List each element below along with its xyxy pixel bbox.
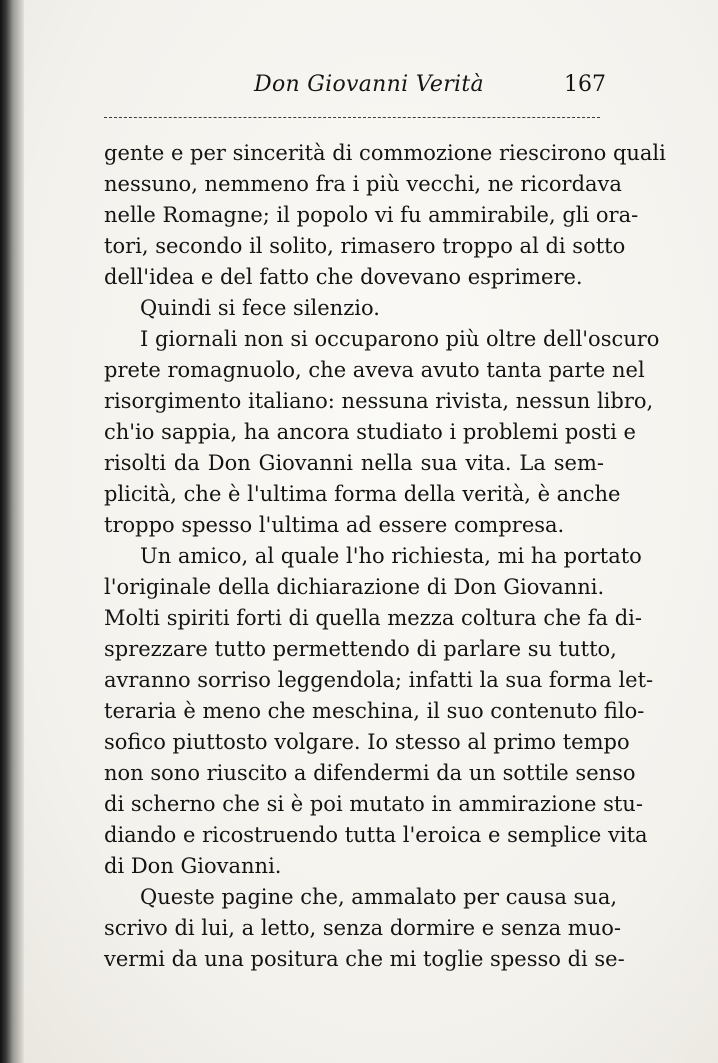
text-line: sofico piuttosto volgare. Io stesso al primo tempo <box>104 730 630 754</box>
text-line: non sono riuscito a difendermi da un sottile senso <box>104 761 636 785</box>
text-line: nelle Romagne; il popolo vi fu ammirabile, gli ora- <box>104 203 639 227</box>
body-text <box>104 138 666 975</box>
text-line: troppo spesso l'ultima ad essere compresa. <box>104 513 565 537</box>
text-line: vermi da una positura che mi toglie spesso di se- <box>104 947 625 971</box>
text-line: di scherno che si è poi mutato in ammirazione stu- <box>104 792 643 816</box>
text-line: Quindi si fece silenzio. <box>140 296 380 320</box>
page-header <box>104 68 606 108</box>
text-line: risolti da Don Giovanni nella sua vita. La sem- <box>104 451 604 475</box>
text-line: ch'io sappia, ha ancora studiato i problemi posti e <box>104 420 636 444</box>
text-line: plicità, che è l'ultima forma della verità, è anche <box>104 482 621 506</box>
text-line: avranno sorriso leggendola; infatti la sua forma let- <box>104 668 654 692</box>
page-number: 167 <box>564 72 606 97</box>
text-line: gente e per sincerità di commozione riescirono quali <box>104 141 666 165</box>
text-line: Queste pagine che, ammalato per causa sua, <box>140 885 618 909</box>
header-rule <box>104 117 600 118</box>
text-line: tori, secondo il solito, rimasero troppo al di sotto <box>104 234 626 258</box>
text-line: diando e ricostruendo tutta l'eroica e semplice vita <box>104 823 648 847</box>
text-line: Molti spiriti forti di quella mezza coltura che fa di- <box>104 606 642 630</box>
text-line: nessuno, nemmeno fra i più vecchi, ne ricordava <box>104 172 622 196</box>
text-line: l'originale della dichiarazione di Don Giovanni. <box>104 575 605 599</box>
text-line: teraria è meno che meschina, il suo contenuto filo- <box>104 699 645 723</box>
text-line: I giornali non si occuparono più oltre dell'oscuro <box>140 327 660 351</box>
text-line: scrivo di lui, a letto, senza dormire e senza muo- <box>104 916 621 940</box>
text-line: Un amico, al quale l'ho richiesta, mi ha portato <box>140 544 642 568</box>
running-title: Don Giovanni Verità <box>254 72 484 97</box>
text-line: prete romagnuolo, che aveva avuto tanta parte nel <box>104 358 645 382</box>
page-binding-edge <box>0 0 24 1063</box>
text-line: di Don Giovanni. <box>104 854 282 878</box>
text-line: risorgimento italiano: nessuna rivista, nessun libro, <box>104 389 654 413</box>
text-line: dell'idea e del fatto che dovevano esprimere. <box>104 265 583 289</box>
text-line: sprezzare tutto permettendo di parlare su tutto, <box>104 637 617 661</box>
